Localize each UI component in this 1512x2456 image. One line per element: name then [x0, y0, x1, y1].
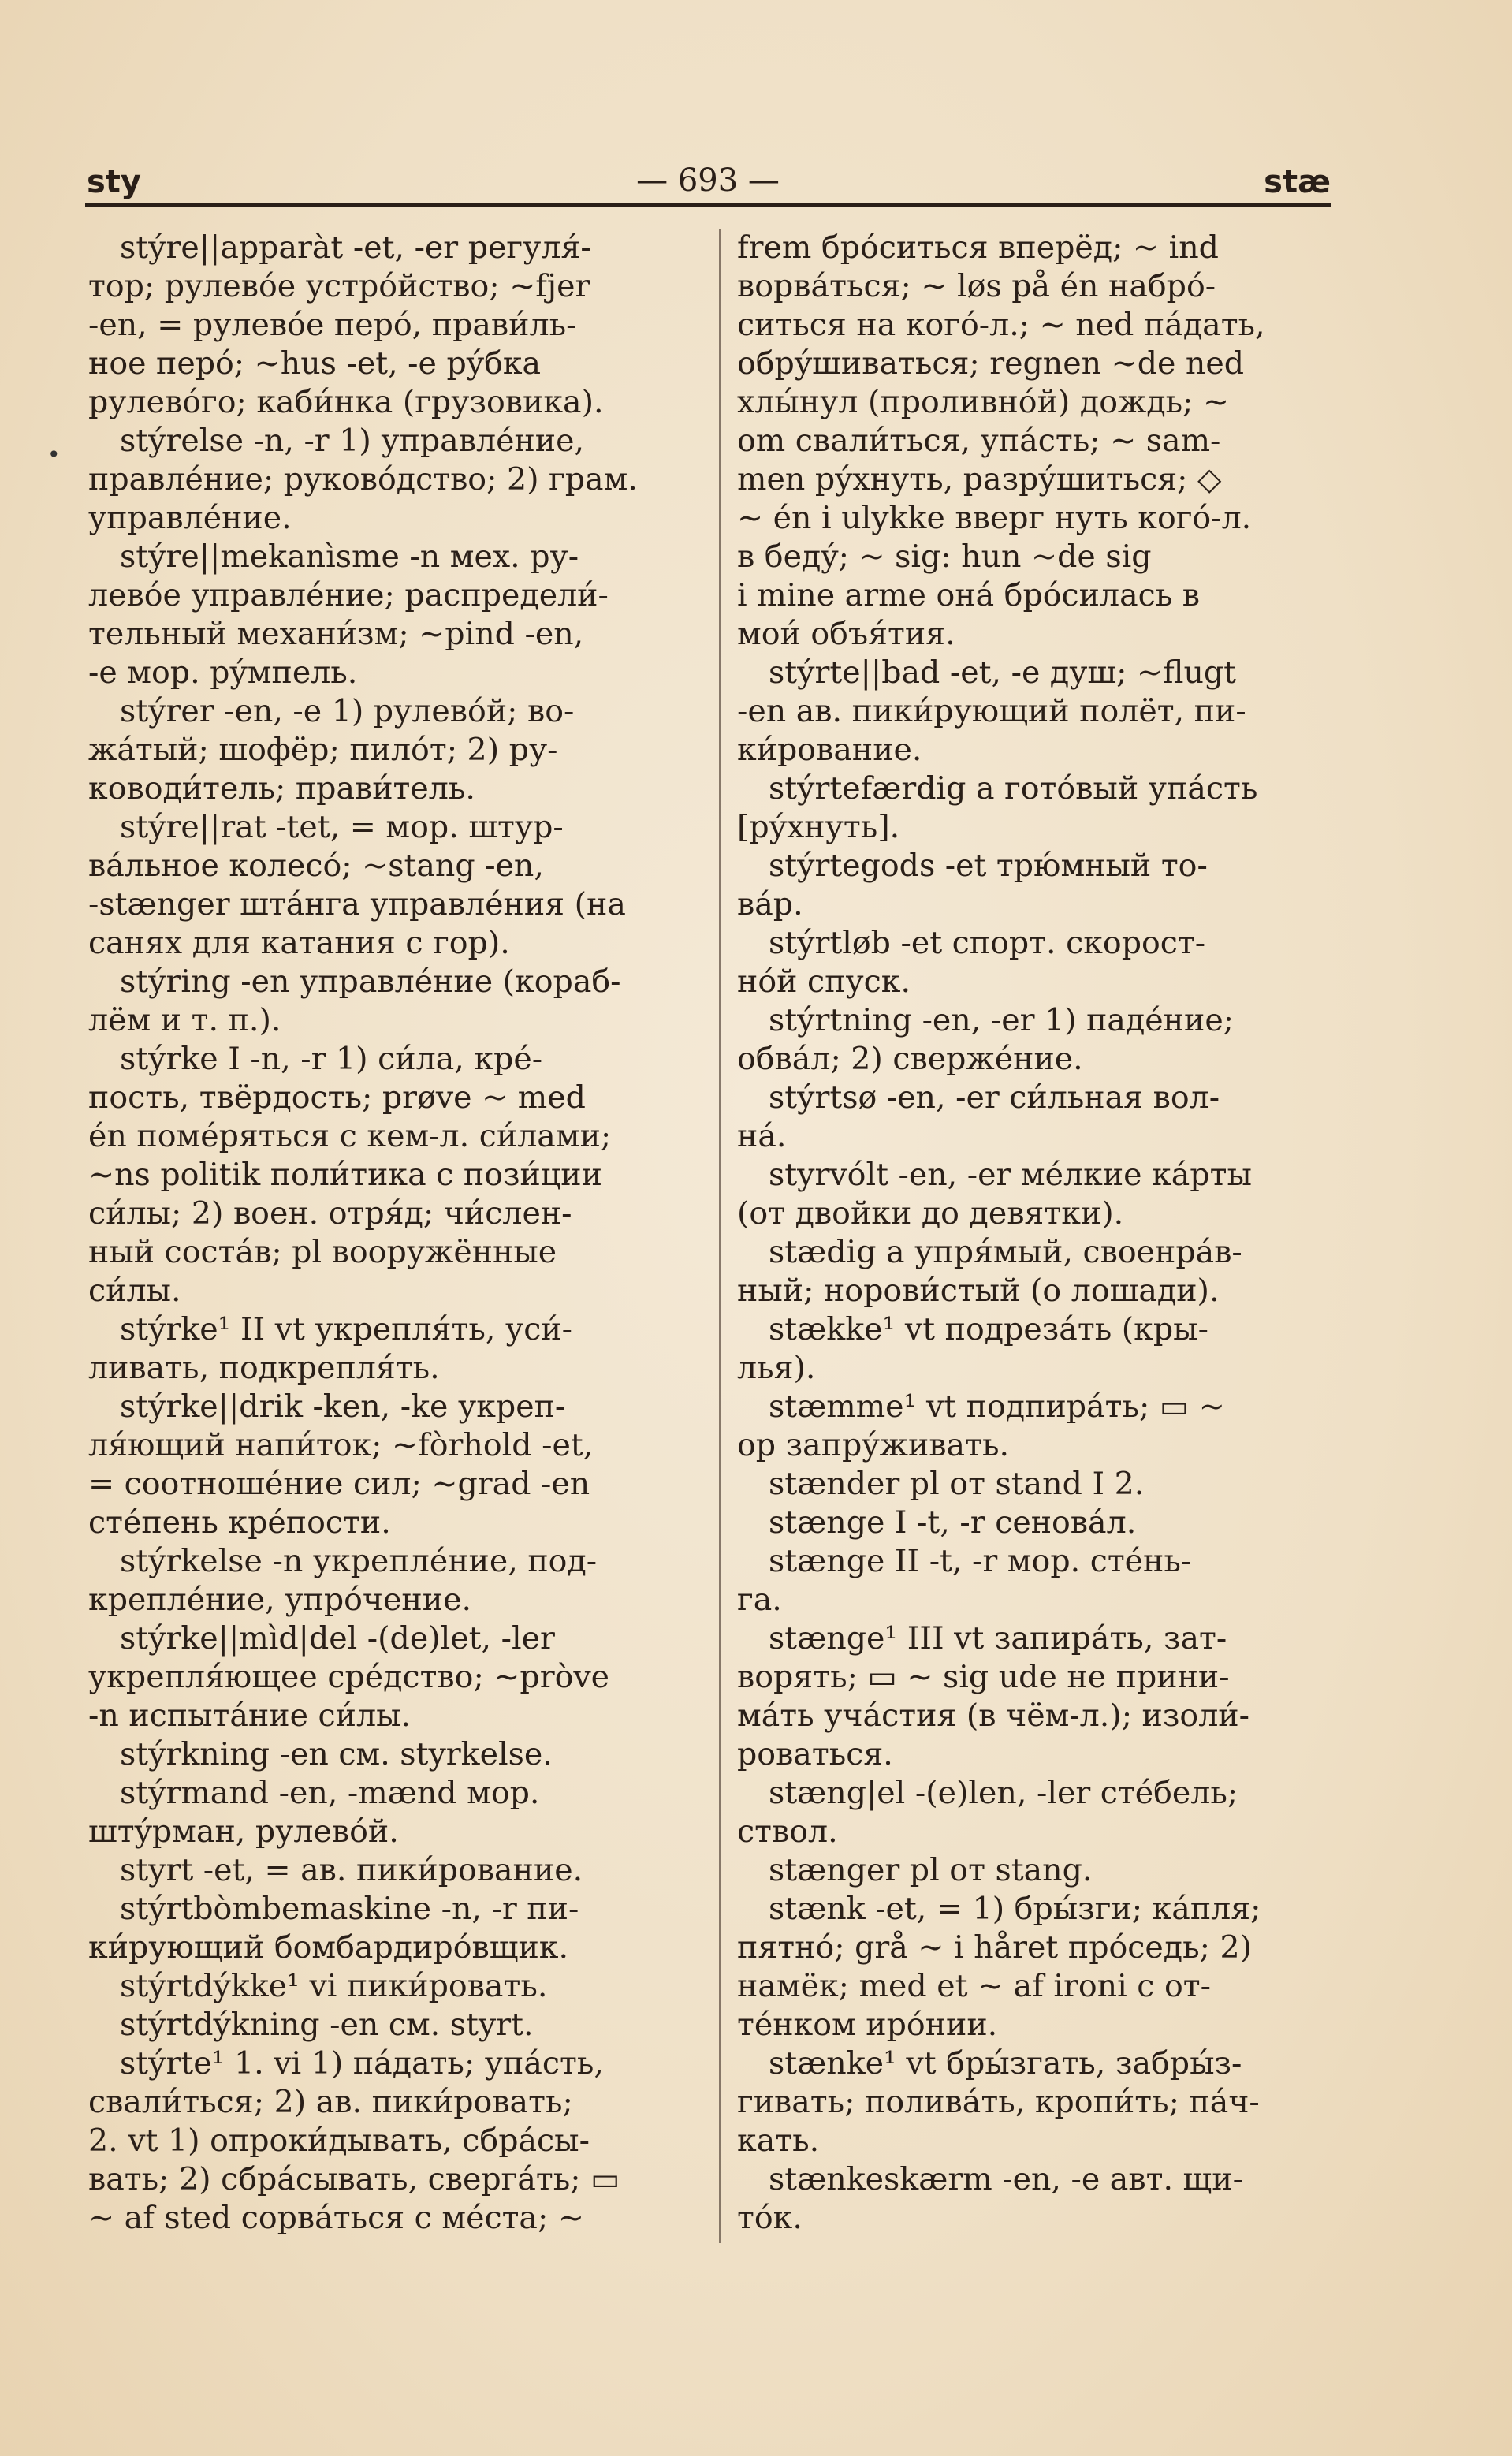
dictionary-line: stýre||mekanìsme -n мех. ру- — [120, 539, 579, 575]
dictionary-line: ворять; ▭ ~ sig ude не прини- — [737, 1659, 1230, 1695]
dictionary-line: -en, = рулевóе перó, прави́ль- — [88, 307, 577, 343]
dictionary-line: styrvólt -en, -er мéлкие кáрты — [769, 1157, 1252, 1193]
dictionary-line: 2. vt 1) опроки́дывать, сбрáсы- — [88, 2122, 590, 2159]
dictionary-line: ворвáться; ~ løs på én набрó- — [737, 268, 1216, 304]
dictionary-line: си́лы; 2) воен. отря́д; чи́слен- — [88, 1195, 572, 1232]
header-right-guide-word: stæ — [1264, 164, 1331, 200]
dictionary-line: управлéние. — [88, 500, 292, 536]
dictionary-line: ки́рующий бомбардирóвщик. — [88, 1929, 569, 1966]
dictionary-line: пость, твёрдость; prøve ~ med — [88, 1079, 586, 1116]
dictionary-line: лём и т. п.). — [88, 1002, 281, 1038]
dictionary-line: тор; рулевóе устрóйство; ~fjer — [88, 268, 590, 304]
dictionary-line: ~ns politik поли́тика с пози́ции — [88, 1157, 602, 1193]
dictionary-line: stýrte||bad -et, -e душ; ~flugt — [769, 654, 1237, 691]
dictionary-line: ный; норови́стый (о лошади). — [737, 1273, 1220, 1309]
dictionary-line: обрýшиваться; regnen ~de ned — [737, 345, 1245, 382]
dictionary-line: [рýхнуть]. — [737, 809, 900, 845]
dictionary-line: styrt -et, = ав. пики́рование. — [120, 1852, 583, 1888]
dictionary-line: stænge¹ III vt запирáть, зат- — [769, 1620, 1227, 1657]
dictionary-line: én помéряться с кем-л. си́лами; — [88, 1118, 612, 1154]
dictionary-line: лья). — [737, 1350, 816, 1386]
dictionary-line: -n испытáние си́лы. — [88, 1698, 412, 1734]
dictionary-line: i mine arme онá брóсилась в — [737, 577, 1201, 613]
dictionary-line: обвáл; 2) свержéние. — [737, 1041, 1083, 1077]
dictionary-line: га. — [737, 1582, 782, 1618]
dictionary-line: свали́ться; 2) ав. пики́ровать; — [88, 2084, 573, 2120]
dictionary-line: op запрýживать. — [737, 1427, 1010, 1463]
margin-mark: • — [47, 442, 61, 468]
dictionary-line: намёк; med et ~ af ironi с от- — [737, 1968, 1211, 2004]
right-column — [737, 229, 1360, 2238]
dictionary-line: пятнó; grå ~ i håret прóседь; 2) — [737, 1929, 1252, 1966]
dictionary-line: нóй спуск. — [737, 963, 911, 1000]
dictionary-line: -en ав. пики́рующий полёт, пи- — [737, 693, 1246, 729]
dictionary-line: stýrte¹ 1. vi 1) пáдать; упáсть, — [120, 2045, 604, 2081]
dictionary-line: stýrelse -n, -r 1) управлéние, — [120, 423, 585, 459]
dictionary-line: stýrtløb -et спорт. скорост- — [769, 925, 1206, 961]
dictionary-line: stýrer -en, -e 1) рулевóй; во- — [120, 693, 575, 729]
dictionary-line: stædig a упря́мый, своенрáв- — [769, 1234, 1242, 1270]
dictionary-line: гивать; поливáть, кропи́ть; пáч- — [737, 2084, 1260, 2120]
dictionary-line: левóе управлéние; распредели́- — [88, 577, 609, 613]
dictionary-line: стéпень крéпости. — [88, 1504, 391, 1541]
dictionary-line: вать; 2) сбрáсывать, свергáть; ▭ — [88, 2161, 620, 2197]
dictionary-line: си́лы. — [88, 1273, 181, 1309]
dictionary-line: frem брóситься вперёд; ~ ind — [737, 229, 1219, 266]
dictionary-line: stýrke¹ II vt укрепля́ть, уси́- — [120, 1311, 572, 1347]
dictionary-line: (от двойки до девятки). — [737, 1195, 1124, 1232]
dictionary-line: роваться. — [737, 1736, 893, 1772]
dictionary-line: штýрман, рулевóй. — [88, 1813, 399, 1850]
dictionary-line: stække¹ vt подрезáть (кры- — [769, 1311, 1208, 1347]
dictionary-line: ~ af sted сорвáться с мéста; ~ — [88, 2200, 584, 2236]
dictionary-line: нá. — [737, 1118, 787, 1154]
dictionary-line: stænk -et, = 1) бры́зги; кáпля; — [769, 1891, 1261, 1927]
dictionary-line: правлéние; руковóдство; 2) грам. — [88, 461, 638, 498]
dictionary-line: stýrtbòmbemaskine -n, -r пи- — [120, 1891, 579, 1927]
dictionary-line: ный состáв; pl вооружённые — [88, 1234, 557, 1270]
dictionary-line: stænder pl от stand I 2. — [769, 1466, 1145, 1502]
dictionary-line: stýrmand -en, -mænd мор. — [120, 1775, 540, 1811]
dictionary-line: вáр. — [737, 886, 803, 922]
dictionary-line: stýrtegods -et трю́мный то- — [769, 848, 1208, 884]
dictionary-line: ~ én i ulykke вверг нуть когó-л. — [737, 500, 1252, 536]
dictionary-line: санях для катания с гор). — [88, 925, 510, 961]
dictionary-line: -stænger штáнга управлéния (на — [88, 886, 626, 922]
dictionary-line: -e мор. рýмпель. — [88, 654, 358, 691]
dictionary-line: men рýхнуть, разрýшиться; ◇ — [737, 461, 1222, 498]
dictionary-line: тельный механи́зм; ~pind -en, — [88, 616, 584, 652]
dictionary-line: stænge II -t, -r мор. стéнь- — [769, 1543, 1192, 1579]
dictionary-line: ситься на когó-л.; ~ ned пáдать, — [737, 307, 1265, 343]
dictionary-line: = соотношéние сил; ~grad -en — [88, 1466, 590, 1502]
dictionary-line: мáть учáстия (в чём-л.); изоли́- — [737, 1698, 1249, 1734]
dictionary-line: stýrke||mìd|del -(de)let, -ler — [120, 1620, 555, 1657]
dictionary-line: ствол. — [737, 1813, 838, 1850]
dictionary-line: ки́рование. — [737, 732, 922, 768]
dictionary-line: stænke¹ vt бры́згать, забры́з- — [769, 2045, 1242, 2081]
dictionary-line: stýrtdýkning -en см. styrt. — [120, 2007, 534, 2043]
page-header — [85, 148, 1331, 207]
dictionary-line: ное перó; ~hus -et, -e рýбка — [88, 345, 542, 382]
header-left-guide-word: sty — [87, 164, 142, 200]
dictionary-line: тóк. — [737, 2200, 803, 2236]
dictionary-line: мои́ объя́тия. — [737, 616, 955, 652]
dictionary-line: stýrtdýkke¹ vi пики́ровать. — [120, 1968, 548, 2004]
dictionary-line: stýre||apparàt -et, -er регуля́- — [120, 229, 591, 266]
dictionary-line: хлы́нул (проливнóй) дождь; ~ — [737, 384, 1230, 420]
dictionary-line: stýring -en управлéние (кораб- — [120, 963, 621, 1000]
dictionary-line: om свали́ться, упáсть; ~ sam- — [737, 423, 1221, 459]
dictionary-line: stýrtefærdig a готóвый упáсть — [769, 770, 1258, 807]
dictionary-line: ля́ющий напи́ток; ~fòrhold -et, — [88, 1427, 594, 1463]
dictionary-line: ководи́тель; прави́тель. — [88, 770, 475, 807]
column-divider — [719, 229, 721, 2243]
dictionary-line: рулевóго; каби́нка (грузовика). — [88, 384, 604, 420]
left-column — [88, 229, 711, 2238]
dictionary-line: stýrkelse -n укреплéние, под- — [120, 1543, 598, 1579]
dictionary-line: тéнком ирóнии. — [737, 2007, 998, 2043]
dictionary-line: в бедý; ~ sig: hun ~de sig — [737, 539, 1152, 575]
dictionary-line: кать. — [737, 2122, 820, 2159]
dictionary-line: жáтый; шофёр; пилóт; 2) ру- — [88, 732, 558, 768]
dictionary-line: stýrtsø -en, -er си́льная вол- — [769, 1079, 1220, 1116]
dictionary-line: stæng|el -(e)len, -ler стéбель; — [769, 1775, 1238, 1811]
dictionary-line: укрепля́ющее срéдство; ~pròve — [88, 1659, 610, 1695]
dictionary-line: stýrke I -n, -r 1) си́ла, крé- — [120, 1041, 543, 1077]
dictionary-line: креплéние, упрóчение. — [88, 1582, 471, 1618]
dictionary-line: stænge I -t, -r сеновáл. — [769, 1504, 1137, 1541]
dictionary-line: stýre||rat -tet, = мор. штур- — [120, 809, 564, 845]
dictionary-line: stæmme¹ vt подпирáть; ▭ ~ — [769, 1388, 1225, 1425]
dictionary-line: stýrtning -en, -er 1) падéние; — [769, 1002, 1235, 1038]
dictionary-line: stænger pl от stang. — [769, 1852, 1093, 1888]
dictionary-line: stýrke||drik -ken, -ke укреп- — [120, 1388, 566, 1425]
page-number: — 693 — — [636, 162, 780, 199]
dictionary-line: stýrkning -en см. styrkelse. — [120, 1736, 553, 1772]
dictionary-line: вáльное колесó; ~stang -en, — [88, 848, 544, 884]
dictionary-line: ливать, подкрепля́ть. — [88, 1350, 440, 1386]
dictionary-line: stænkeskærm -en, -e авт. щи- — [769, 2161, 1243, 2197]
